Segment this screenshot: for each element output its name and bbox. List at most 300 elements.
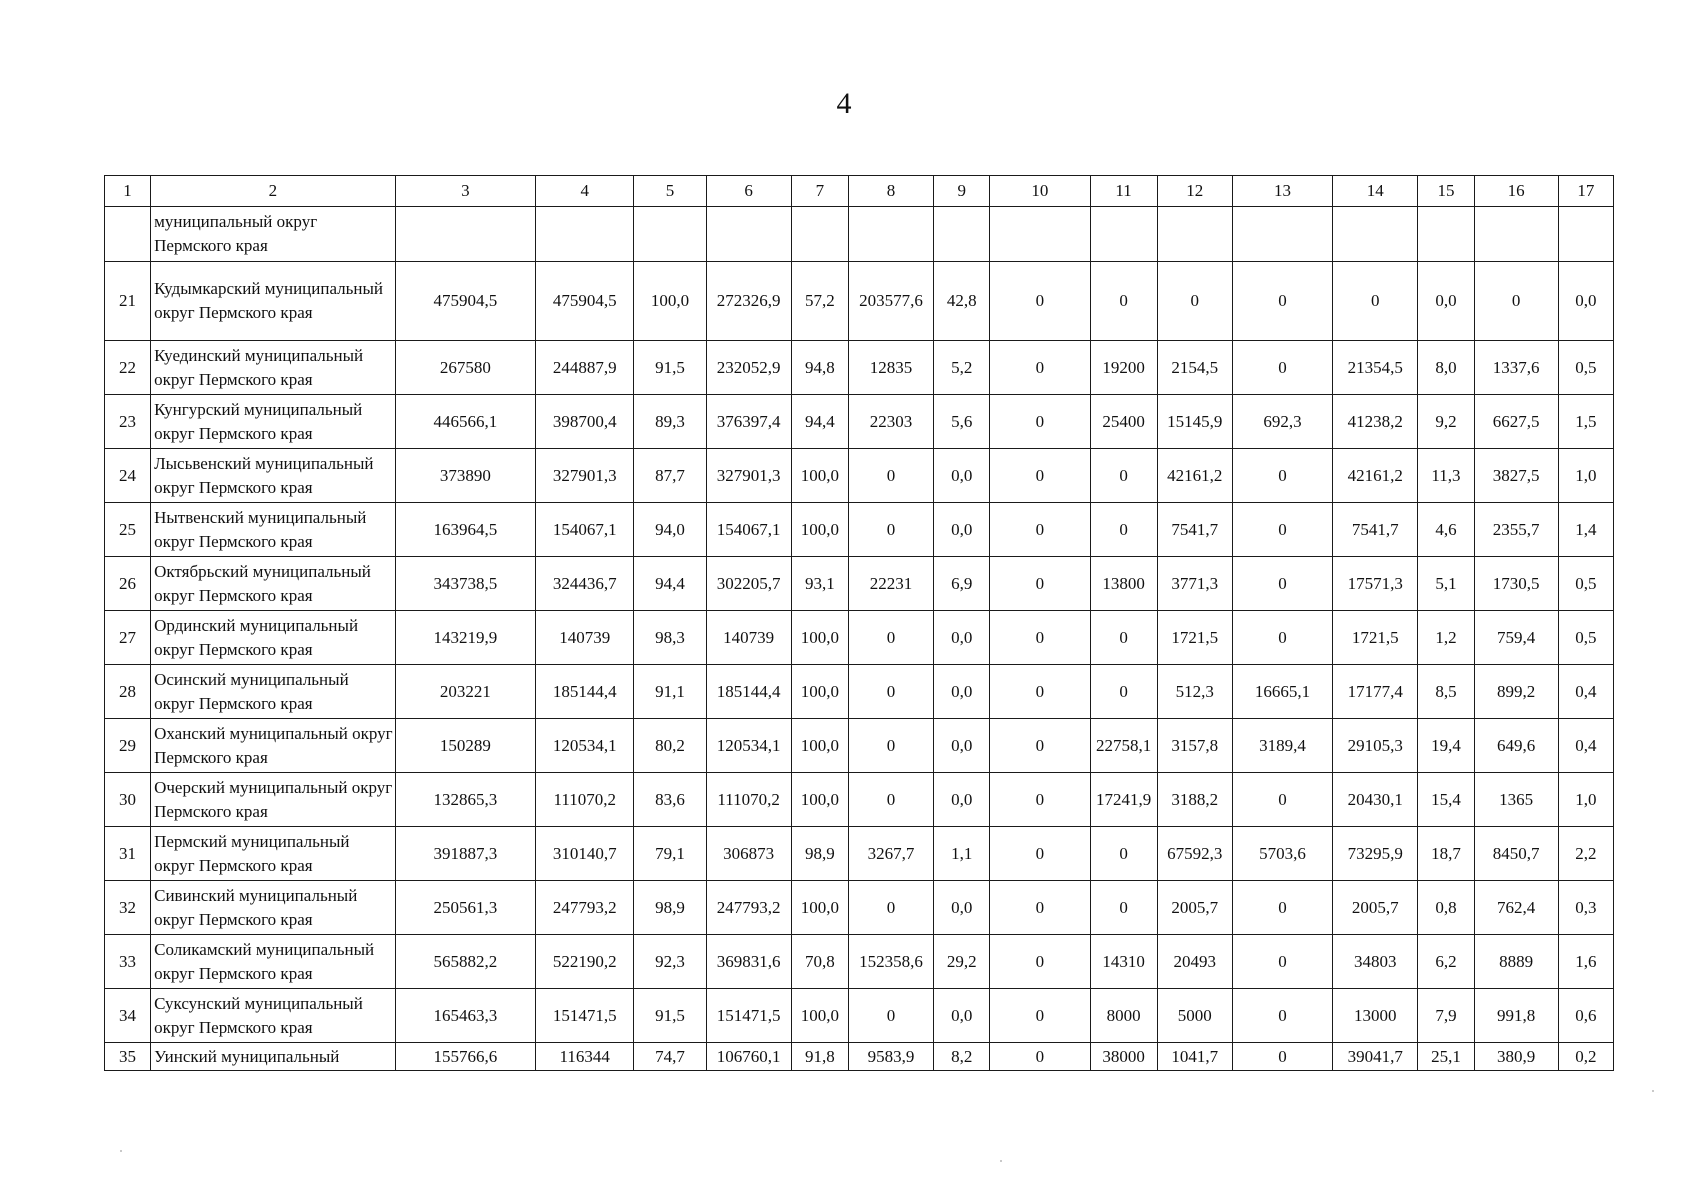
row-number-cell: 21 <box>105 262 151 341</box>
column-name-header: 2 <box>151 176 396 207</box>
value-cell-col-13: 0 <box>1232 262 1332 341</box>
value-cell-col-9: 6,9 <box>934 557 990 611</box>
row-number-cell: 23 <box>105 395 151 449</box>
value-cell-col-12: 2154,5 <box>1157 341 1232 395</box>
value-cell-col-15: 15,4 <box>1418 773 1474 827</box>
table-cell <box>1418 207 1474 262</box>
value-cell-col-14: 42161,2 <box>1333 449 1418 503</box>
data-table <box>104 175 1614 1071</box>
value-cell-col-15: 18,7 <box>1418 827 1474 881</box>
value-cell-col-11: 0 <box>1090 449 1157 503</box>
value-cell-col-15: 7,9 <box>1418 989 1474 1043</box>
value-cell-col-6: 302205,7 <box>706 557 791 611</box>
value-cell-col-7: 70,8 <box>791 935 848 989</box>
scan-speck <box>1652 1090 1654 1092</box>
value-cell-col-17: 0,2 <box>1558 1043 1613 1071</box>
value-cell-col-17: 2,2 <box>1558 827 1613 881</box>
value-cell-col-8: 9583,9 <box>848 1043 933 1071</box>
value-cell-col-16: 8450,7 <box>1474 827 1558 881</box>
value-cell-col-10: 0 <box>990 881 1090 935</box>
value-cell-col-5: 91,1 <box>634 665 706 719</box>
value-cell-col-12: 2005,7 <box>1157 881 1232 935</box>
table-cell <box>1333 207 1418 262</box>
value-cell-col-3: 446566,1 <box>395 395 535 449</box>
table-row <box>105 989 1614 1043</box>
value-cell-col-6: 106760,1 <box>706 1043 791 1071</box>
value-cell-col-17: 1,6 <box>1558 935 1613 989</box>
value-cell-col-16: 3827,5 <box>1474 449 1558 503</box>
value-cell-col-14: 2005,7 <box>1333 881 1418 935</box>
value-cell-col-5: 91,5 <box>634 989 706 1043</box>
row-number-cell: 29 <box>105 719 151 773</box>
value-cell-col-6: 272326,9 <box>706 262 791 341</box>
value-cell-col-8: 0 <box>848 881 933 935</box>
table-cell <box>1558 207 1613 262</box>
table-row <box>105 395 1614 449</box>
value-cell-col-7: 91,8 <box>791 1043 848 1071</box>
row-number-cell: 26 <box>105 557 151 611</box>
value-cell-col-16: 759,4 <box>1474 611 1558 665</box>
value-cell-col-14: 13000 <box>1333 989 1418 1043</box>
table-cell <box>1232 207 1332 262</box>
table-row <box>105 773 1614 827</box>
value-cell-col-15: 8,0 <box>1418 341 1474 395</box>
value-cell-col-10: 0 <box>990 935 1090 989</box>
value-cell-col-5: 80,2 <box>634 719 706 773</box>
value-cell-col-11: 0 <box>1090 262 1157 341</box>
value-cell-col-13: 0 <box>1232 503 1332 557</box>
value-cell-col-10: 0 <box>990 665 1090 719</box>
value-cell-col-4: 327901,3 <box>536 449 634 503</box>
value-cell-col-16: 8889 <box>1474 935 1558 989</box>
table-row <box>105 1043 1614 1071</box>
value-cell-col-13: 0 <box>1232 557 1332 611</box>
value-cell-col-5: 98,9 <box>634 881 706 935</box>
value-cell-col-17: 0,5 <box>1558 557 1613 611</box>
table-row <box>105 827 1614 881</box>
municipality-name-cell: Сивинский муниципальный округ Пермского края <box>151 881 396 935</box>
value-cell-col-7: 100,0 <box>791 503 848 557</box>
value-cell-col-17: 0,4 <box>1558 719 1613 773</box>
value-cell-col-5: 74,7 <box>634 1043 706 1071</box>
row-number-cell: 28 <box>105 665 151 719</box>
table-row <box>105 611 1614 665</box>
column-7-header: 7 <box>791 176 848 207</box>
value-cell-col-4: 151471,5 <box>536 989 634 1043</box>
value-cell-col-14: 7541,7 <box>1333 503 1418 557</box>
value-cell-col-3: 132865,3 <box>395 773 535 827</box>
value-cell-col-6: 247793,2 <box>706 881 791 935</box>
value-cell-col-10: 0 <box>990 827 1090 881</box>
value-cell-col-8: 0 <box>848 665 933 719</box>
value-cell-col-9: 0,0 <box>934 881 990 935</box>
value-cell-col-17: 0,5 <box>1558 341 1613 395</box>
value-cell-col-17: 0,4 <box>1558 665 1613 719</box>
municipality-name-cell: Осинский муниципальный округ Пермского края <box>151 665 396 719</box>
value-cell-col-12: 1721,5 <box>1157 611 1232 665</box>
value-cell-col-17: 0,3 <box>1558 881 1613 935</box>
value-cell-col-5: 94,4 <box>634 557 706 611</box>
municipality-name-cell: муниципальный округ Пермского края <box>151 207 396 262</box>
table-cell <box>105 207 151 262</box>
municipality-name-cell: Кунгурский муниципальный округ Пермского края <box>151 395 396 449</box>
value-cell-col-10: 0 <box>990 719 1090 773</box>
value-cell-col-7: 100,0 <box>791 665 848 719</box>
value-cell-col-6: 185144,4 <box>706 665 791 719</box>
table-row <box>105 262 1614 341</box>
value-cell-col-9: 5,6 <box>934 395 990 449</box>
value-cell-col-11: 14310 <box>1090 935 1157 989</box>
value-cell-col-16: 899,2 <box>1474 665 1558 719</box>
value-cell-col-6: 120534,1 <box>706 719 791 773</box>
value-cell-col-13: 0 <box>1232 449 1332 503</box>
municipality-name-cell: Ординский муниципальный округ Пермского края <box>151 611 396 665</box>
value-cell-col-3: 155766,6 <box>395 1043 535 1071</box>
value-cell-col-11: 0 <box>1090 881 1157 935</box>
value-cell-col-12: 3771,3 <box>1157 557 1232 611</box>
row-number-cell: 24 <box>105 449 151 503</box>
value-cell-col-12: 7541,7 <box>1157 503 1232 557</box>
value-cell-col-13: 0 <box>1232 989 1332 1043</box>
value-cell-col-11: 17241,9 <box>1090 773 1157 827</box>
table-row <box>105 719 1614 773</box>
value-cell-col-15: 9,2 <box>1418 395 1474 449</box>
value-cell-col-14: 39041,7 <box>1333 1043 1418 1071</box>
value-cell-col-8: 0 <box>848 773 933 827</box>
value-cell-col-9: 0,0 <box>934 611 990 665</box>
value-cell-col-10: 0 <box>990 341 1090 395</box>
value-cell-col-17: 0,6 <box>1558 989 1613 1043</box>
value-cell-col-9: 0,0 <box>934 773 990 827</box>
municipality-name-cell: Очерский муниципальный округ Пермского края <box>151 773 396 827</box>
table-row <box>105 449 1614 503</box>
value-cell-col-17: 1,0 <box>1558 773 1613 827</box>
value-cell-col-15: 25,1 <box>1418 1043 1474 1071</box>
value-cell-col-7: 100,0 <box>791 719 848 773</box>
header-row <box>105 176 1614 207</box>
value-cell-col-4: 120534,1 <box>536 719 634 773</box>
value-cell-col-12: 15145,9 <box>1157 395 1232 449</box>
column-10-header: 10 <box>990 176 1090 207</box>
table-row <box>105 557 1614 611</box>
value-cell-col-10: 0 <box>990 773 1090 827</box>
column-8-header: 8 <box>848 176 933 207</box>
value-cell-col-3: 391887,3 <box>395 827 535 881</box>
column-11-header: 11 <box>1090 176 1157 207</box>
value-cell-col-7: 100,0 <box>791 449 848 503</box>
value-cell-col-8: 0 <box>848 611 933 665</box>
value-cell-col-8: 0 <box>848 989 933 1043</box>
value-cell-col-6: 327901,3 <box>706 449 791 503</box>
table-cell <box>395 207 535 262</box>
value-cell-col-11: 0 <box>1090 503 1157 557</box>
table-cell <box>634 207 706 262</box>
value-cell-col-17: 1,0 <box>1558 449 1613 503</box>
value-cell-col-3: 565882,2 <box>395 935 535 989</box>
value-cell-col-5: 98,3 <box>634 611 706 665</box>
value-cell-col-9: 0,0 <box>934 719 990 773</box>
value-cell-col-3: 267580 <box>395 341 535 395</box>
value-cell-col-6: 154067,1 <box>706 503 791 557</box>
value-cell-col-14: 29105,3 <box>1333 719 1418 773</box>
value-cell-col-13: 692,3 <box>1232 395 1332 449</box>
value-cell-col-11: 8000 <box>1090 989 1157 1043</box>
value-cell-col-9: 5,2 <box>934 341 990 395</box>
value-cell-col-5: 92,3 <box>634 935 706 989</box>
value-cell-col-7: 57,2 <box>791 262 848 341</box>
row-number-cell: 30 <box>105 773 151 827</box>
value-cell-col-9: 8,2 <box>934 1043 990 1071</box>
table-cell <box>1090 207 1157 262</box>
table-body <box>105 207 1614 1071</box>
value-cell-col-7: 98,9 <box>791 827 848 881</box>
value-cell-col-4: 398700,4 <box>536 395 634 449</box>
municipality-name-cell: Оханский муниципальный округ Пермского края <box>151 719 396 773</box>
value-cell-col-15: 6,2 <box>1418 935 1474 989</box>
value-cell-col-12: 0 <box>1157 262 1232 341</box>
value-cell-col-5: 79,1 <box>634 827 706 881</box>
value-cell-col-9: 0,0 <box>934 449 990 503</box>
table-row <box>105 665 1614 719</box>
value-cell-col-4: 185144,4 <box>536 665 634 719</box>
column-12-header: 12 <box>1157 176 1232 207</box>
column-14-header: 14 <box>1333 176 1418 207</box>
value-cell-col-8: 12835 <box>848 341 933 395</box>
value-cell-col-11: 19200 <box>1090 341 1157 395</box>
value-cell-col-15: 19,4 <box>1418 719 1474 773</box>
value-cell-col-16: 1365 <box>1474 773 1558 827</box>
value-cell-col-6: 140739 <box>706 611 791 665</box>
value-cell-col-5: 83,6 <box>634 773 706 827</box>
value-cell-col-3: 475904,5 <box>395 262 535 341</box>
value-cell-col-4: 522190,2 <box>536 935 634 989</box>
value-cell-col-14: 0 <box>1333 262 1418 341</box>
value-cell-col-8: 0 <box>848 719 933 773</box>
table-cell <box>1157 207 1232 262</box>
scan-speck <box>1000 1160 1002 1162</box>
value-cell-col-15: 11,3 <box>1418 449 1474 503</box>
value-cell-col-13: 0 <box>1232 773 1332 827</box>
municipality-name-cell: Лысьвенский муниципальный округ Пермского края <box>151 449 396 503</box>
value-cell-col-5: 94,0 <box>634 503 706 557</box>
value-cell-col-12: 5000 <box>1157 989 1232 1043</box>
value-cell-col-11: 22758,1 <box>1090 719 1157 773</box>
table-cell <box>990 207 1090 262</box>
value-cell-col-10: 0 <box>990 1043 1090 1071</box>
value-cell-col-16: 991,8 <box>1474 989 1558 1043</box>
value-cell-col-15: 1,2 <box>1418 611 1474 665</box>
value-cell-col-13: 5703,6 <box>1232 827 1332 881</box>
municipality-name-cell: Соликамский муниципальный округ Пермского края <box>151 935 396 989</box>
value-cell-col-16: 380,9 <box>1474 1043 1558 1071</box>
value-cell-col-4: 116344 <box>536 1043 634 1071</box>
column-number-header: 1 <box>105 176 151 207</box>
column-9-header: 9 <box>934 176 990 207</box>
table-row-continuation <box>105 207 1614 262</box>
value-cell-col-15: 5,1 <box>1418 557 1474 611</box>
value-cell-col-7: 100,0 <box>791 881 848 935</box>
value-cell-col-13: 0 <box>1232 1043 1332 1071</box>
column-3-header: 3 <box>395 176 535 207</box>
value-cell-col-7: 100,0 <box>791 611 848 665</box>
table-cell <box>706 207 791 262</box>
value-cell-col-12: 1041,7 <box>1157 1043 1232 1071</box>
value-cell-col-7: 93,1 <box>791 557 848 611</box>
value-cell-col-10: 0 <box>990 395 1090 449</box>
column-16-header: 16 <box>1474 176 1558 207</box>
value-cell-col-11: 25400 <box>1090 395 1157 449</box>
value-cell-col-16: 2355,7 <box>1474 503 1558 557</box>
value-cell-col-14: 17571,3 <box>1333 557 1418 611</box>
value-cell-col-5: 100,0 <box>634 262 706 341</box>
value-cell-col-8: 22231 <box>848 557 933 611</box>
value-cell-col-3: 203221 <box>395 665 535 719</box>
municipality-name-cell: Пермский муниципальный округ Пермского края <box>151 827 396 881</box>
table-row <box>105 341 1614 395</box>
municipality-name-cell: Уинский муниципальный <box>151 1043 396 1071</box>
table-cell <box>791 207 848 262</box>
value-cell-col-9: 29,2 <box>934 935 990 989</box>
value-cell-col-16: 762,4 <box>1474 881 1558 935</box>
value-cell-col-10: 0 <box>990 611 1090 665</box>
row-number-cell: 33 <box>105 935 151 989</box>
table-cell <box>848 207 933 262</box>
municipality-name-cell: Кудымкарский муниципальный округ Пермского края <box>151 262 396 341</box>
value-cell-col-17: 0,0 <box>1558 262 1613 341</box>
value-cell-col-6: 111070,2 <box>706 773 791 827</box>
row-number-cell: 34 <box>105 989 151 1043</box>
value-cell-col-12: 67592,3 <box>1157 827 1232 881</box>
municipality-name-cell: Суксунский муниципальный округ Пермского края <box>151 989 396 1043</box>
value-cell-col-3: 150289 <box>395 719 535 773</box>
value-cell-col-13: 3189,4 <box>1232 719 1332 773</box>
value-cell-col-3: 163964,5 <box>395 503 535 557</box>
value-cell-col-4: 247793,2 <box>536 881 634 935</box>
row-number-cell: 32 <box>105 881 151 935</box>
value-cell-col-14: 20430,1 <box>1333 773 1418 827</box>
column-13-header: 13 <box>1232 176 1332 207</box>
row-number-cell: 25 <box>105 503 151 557</box>
table-row <box>105 881 1614 935</box>
row-number-cell: 35 <box>105 1043 151 1071</box>
table-row <box>105 503 1614 557</box>
scan-speck <box>120 1150 122 1152</box>
value-cell-col-11: 38000 <box>1090 1043 1157 1071</box>
row-number-cell: 31 <box>105 827 151 881</box>
municipality-name-cell: Нытвенский муниципальный округ Пермского края <box>151 503 396 557</box>
value-cell-col-16: 1730,5 <box>1474 557 1558 611</box>
value-cell-col-16: 6627,5 <box>1474 395 1558 449</box>
value-cell-col-9: 42,8 <box>934 262 990 341</box>
column-5-header: 5 <box>634 176 706 207</box>
municipality-name-cell: Куединский муниципальный округ Пермского края <box>151 341 396 395</box>
value-cell-col-12: 512,3 <box>1157 665 1232 719</box>
value-cell-col-4: 475904,5 <box>536 262 634 341</box>
value-cell-col-8: 0 <box>848 503 933 557</box>
value-cell-col-10: 0 <box>990 989 1090 1043</box>
value-cell-col-7: 100,0 <box>791 773 848 827</box>
value-cell-col-9: 1,1 <box>934 827 990 881</box>
value-cell-col-11: 0 <box>1090 827 1157 881</box>
value-cell-col-3: 343738,5 <box>395 557 535 611</box>
column-6-header: 6 <box>706 176 791 207</box>
value-cell-col-14: 1721,5 <box>1333 611 1418 665</box>
value-cell-col-7: 94,4 <box>791 395 848 449</box>
page-number: 4 <box>836 87 852 120</box>
value-cell-col-13: 16665,1 <box>1232 665 1332 719</box>
municipality-name-cell: Октябрьский муниципальный округ Пермского края <box>151 557 396 611</box>
value-cell-col-17: 1,5 <box>1558 395 1613 449</box>
value-cell-col-10: 0 <box>990 262 1090 341</box>
value-cell-col-11: 0 <box>1090 611 1157 665</box>
value-cell-col-7: 100,0 <box>791 989 848 1043</box>
value-cell-col-14: 73295,9 <box>1333 827 1418 881</box>
value-cell-col-14: 21354,5 <box>1333 341 1418 395</box>
value-cell-col-8: 3267,7 <box>848 827 933 881</box>
value-cell-col-13: 0 <box>1232 935 1332 989</box>
table-row <box>105 935 1614 989</box>
value-cell-col-13: 0 <box>1232 341 1332 395</box>
column-17-header: 17 <box>1558 176 1613 207</box>
table-cell <box>536 207 634 262</box>
value-cell-col-9: 0,0 <box>934 665 990 719</box>
value-cell-col-12: 42161,2 <box>1157 449 1232 503</box>
column-15-header: 15 <box>1418 176 1474 207</box>
value-cell-col-15: 0,0 <box>1418 262 1474 341</box>
value-cell-col-16: 649,6 <box>1474 719 1558 773</box>
value-cell-col-14: 41238,2 <box>1333 395 1418 449</box>
value-cell-col-14: 17177,4 <box>1333 665 1418 719</box>
value-cell-col-9: 0,0 <box>934 503 990 557</box>
value-cell-col-3: 250561,3 <box>395 881 535 935</box>
value-cell-col-7: 94,8 <box>791 341 848 395</box>
value-cell-col-12: 3188,2 <box>1157 773 1232 827</box>
value-cell-col-4: 111070,2 <box>536 773 634 827</box>
value-cell-col-6: 232052,9 <box>706 341 791 395</box>
column-4-header: 4 <box>536 176 634 207</box>
row-number-cell: 27 <box>105 611 151 665</box>
value-cell-col-6: 306873 <box>706 827 791 881</box>
value-cell-col-11: 13800 <box>1090 557 1157 611</box>
value-cell-col-5: 91,5 <box>634 341 706 395</box>
value-cell-col-3: 143219,9 <box>395 611 535 665</box>
value-cell-col-10: 0 <box>990 503 1090 557</box>
value-cell-col-9: 0,0 <box>934 989 990 1043</box>
value-cell-col-4: 310140,7 <box>536 827 634 881</box>
value-cell-col-6: 151471,5 <box>706 989 791 1043</box>
value-cell-col-4: 154067,1 <box>536 503 634 557</box>
value-cell-col-16: 1337,6 <box>1474 341 1558 395</box>
value-cell-col-5: 89,3 <box>634 395 706 449</box>
value-cell-col-8: 152358,6 <box>848 935 933 989</box>
value-cell-col-15: 4,6 <box>1418 503 1474 557</box>
value-cell-col-5: 87,7 <box>634 449 706 503</box>
value-cell-col-16: 0 <box>1474 262 1558 341</box>
value-cell-col-17: 1,4 <box>1558 503 1613 557</box>
value-cell-col-15: 8,5 <box>1418 665 1474 719</box>
value-cell-col-3: 373890 <box>395 449 535 503</box>
value-cell-col-4: 324436,7 <box>536 557 634 611</box>
value-cell-col-14: 34803 <box>1333 935 1418 989</box>
value-cell-col-10: 0 <box>990 449 1090 503</box>
value-cell-col-11: 0 <box>1090 665 1157 719</box>
row-number-cell: 22 <box>105 341 151 395</box>
value-cell-col-6: 369831,6 <box>706 935 791 989</box>
table-cell <box>934 207 990 262</box>
value-cell-col-13: 0 <box>1232 611 1332 665</box>
value-cell-col-4: 140739 <box>536 611 634 665</box>
value-cell-col-13: 0 <box>1232 881 1332 935</box>
